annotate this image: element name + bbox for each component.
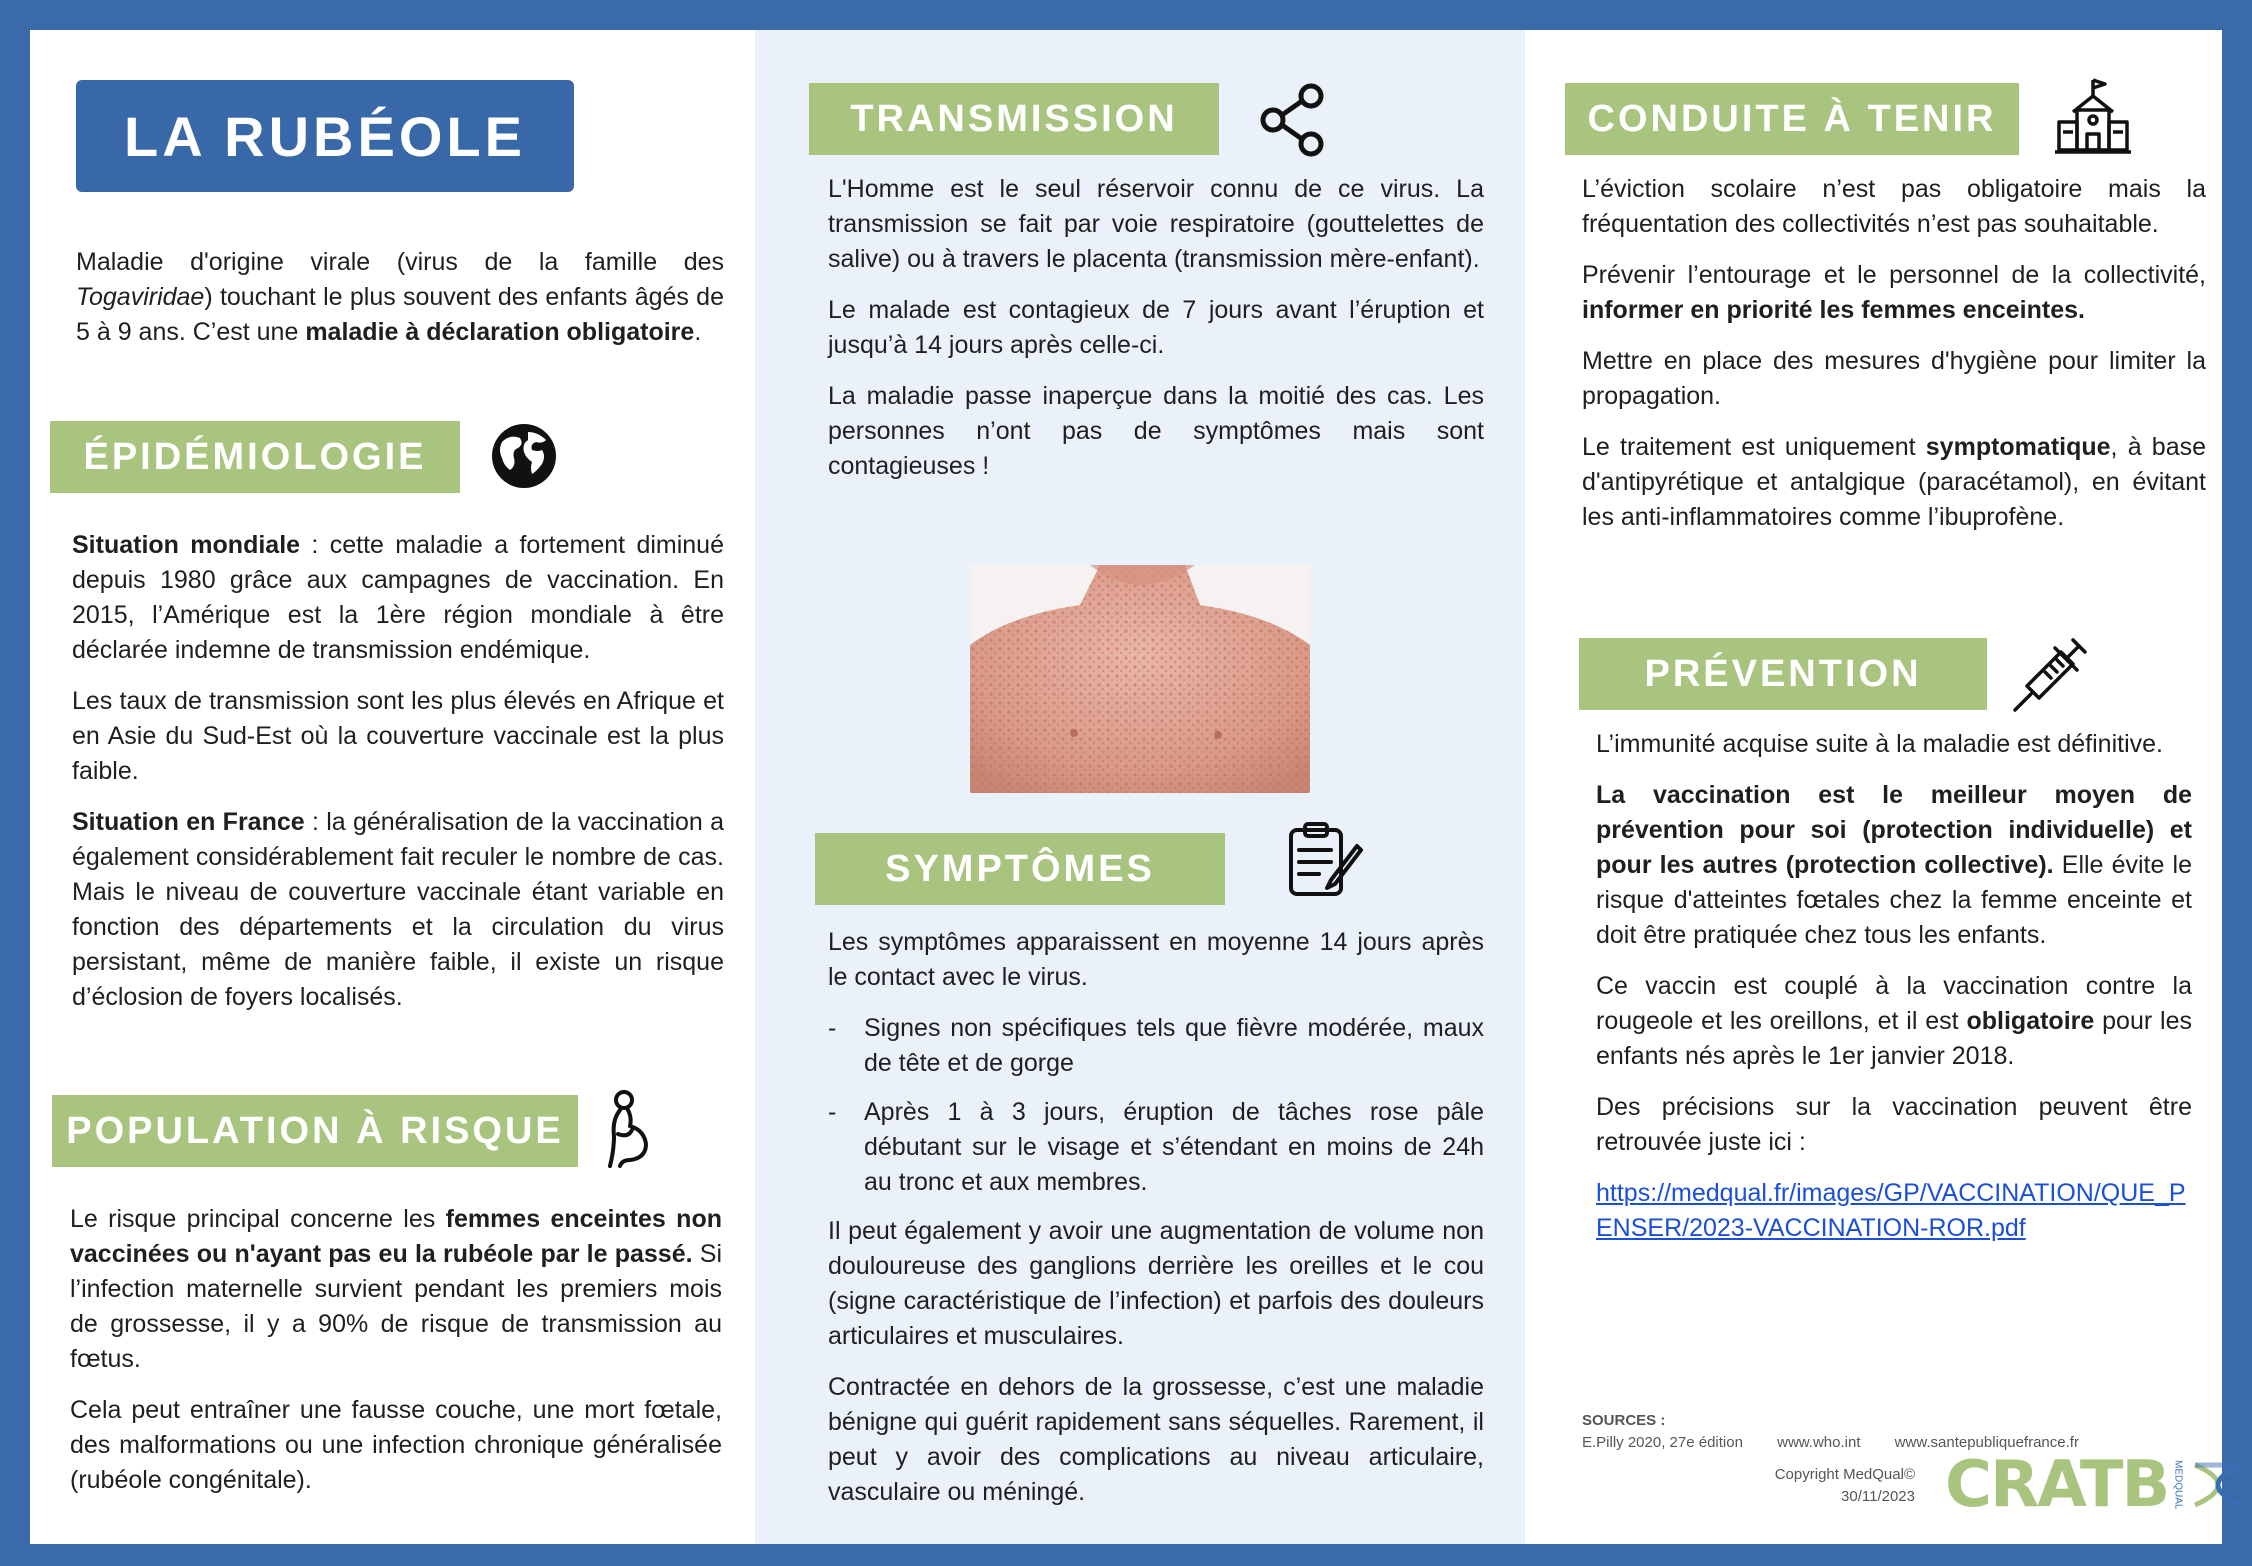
source-who: www.who.int bbox=[1777, 1434, 1861, 1451]
conduite-heading: CONDUITE À TENIR bbox=[1565, 83, 2019, 155]
symptomes-paragraph-1: Les symptômes apparaissent en moyenne 14 jours après le contact avec le virus. bbox=[828, 928, 1484, 991]
symptom-bullet-1: - Signes non spécifiques tels que fièvre modérée, maux de tête et de gorge bbox=[828, 1014, 1484, 1077]
medqual-label: MEDQUAL bbox=[2172, 1460, 2184, 1510]
transmission-paragraph-1: L'Homme est le seul réservoir connu de ce virus. La transmission se fait par voie respiratoire (gouttelettes de salive) ou à travers le placenta (transmission mère-enfant). bbox=[828, 175, 1484, 273]
conduite-paragraph-2: Prévenir l’entourage et le personnel de la collectivité, informer en priorité les femmes enceintes. bbox=[1582, 261, 2206, 324]
globe-icon bbox=[488, 420, 560, 492]
copyright-text: Copyright MedQual© bbox=[1774, 1466, 1915, 1483]
cratb-logo bbox=[1945, 1448, 2249, 1522]
syringe-icon bbox=[2011, 634, 2091, 714]
symptomes-paragraph-3: Contractée en dehors de la grossesse, c’est une maladie bénigne qui guérit rapidement sans séquelles. Rarement, il peut y avoir des complications au niveau articulaire, vasculaire ou méningé. bbox=[828, 1373, 1484, 1506]
conduite-paragraph-4: Le traitement est uniquement symptomatique, à base d'antipyrétique et antalgique (paracétamol), en évitant les anti-inflammatoires comme l’ibuprofène. bbox=[1582, 433, 2207, 531]
conduite-paragraph-3: Mettre en place des mesures d'hygiène pour limiter la propagation. bbox=[1582, 347, 2206, 410]
symptomes-heading: SYMPTÔMES bbox=[815, 833, 1225, 905]
prevention-paragraph-2: La vaccination est le meilleur moyen de prévention pour soi (protection individuelle) et pour les autres (protection collective). Elle évite le risque d'atteintes fœtales chez la femme enceinte et doit être pratiquée chez tous les enfants. bbox=[1596, 781, 2192, 949]
share-icon bbox=[1257, 82, 1329, 158]
epidemiologie-text bbox=[72, 528, 724, 1031]
rash-photo bbox=[970, 565, 1310, 793]
symptomes-text bbox=[828, 925, 1484, 1526]
population-paragraph-2: Cela peut entraîner une fausse couche, une mort fœtale, des malformations ou une infection chronique généralisée (rubéole congénitale). bbox=[70, 1396, 722, 1494]
epidemiologie-heading: ÉPIDÉMIOLOGIE bbox=[50, 421, 460, 493]
taux-transmission: Les taux de transmission sont les plus élevés en Afrique et en Asie du Sud-Est où la couverture vaccinale est la plus faible. bbox=[72, 687, 724, 785]
symptomes-paragraph-2: Il peut également y avoir une augmentation de volume non douloureuse des ganglions derrière les oreilles et le cou (signe caractéristique de l’infection) et parfois des douleurs articulaires et musculaires. bbox=[828, 1217, 1484, 1350]
prevention-text bbox=[1596, 727, 2192, 1262]
page-title: LA RUBÉOLE bbox=[76, 80, 574, 192]
vaccination-link[interactable]: https://medqual.fr/images/GP/VACCINATION/QUE_PENSER/2023-VACCINATION-ROR.pdf bbox=[1596, 1179, 2186, 1242]
poster bbox=[30, 30, 2222, 1544]
population-heading: POPULATION À RISQUE bbox=[52, 1095, 578, 1167]
situation-mondiale: Situation mondiale : cette maladie a fortement diminué depuis 1980 grâce aux campagnes de vaccination. En 2015, l’Amérique est la 1ère région mondiale à être déclarée indemne de transmission endémique. bbox=[72, 531, 724, 664]
sources-label: SOURCES : bbox=[1582, 1412, 1666, 1429]
right-column bbox=[1525, 30, 2222, 1544]
source-pilly: E.Pilly 2020, 27e édition bbox=[1582, 1434, 1743, 1451]
transmission-paragraph-2: Le malade est contagieux de 7 jours avant l’éruption et jusqu’à 14 jours après celle-ci. bbox=[828, 296, 1484, 359]
transmission-heading: TRANSMISSION bbox=[809, 83, 1219, 155]
pregnant-woman-icon bbox=[600, 1088, 660, 1170]
source-spf: www.santepubliquefrance.fr bbox=[1894, 1434, 2079, 1451]
copyright-date: 30/11/2023 bbox=[1841, 1488, 1915, 1505]
transmission-text bbox=[828, 172, 1484, 500]
conduite-text bbox=[1582, 172, 2206, 551]
transmission-paragraph-3: La maladie passe inaperçue dans la moitié des cas. Les personnes n’ont pas de symptômes mais sont contagieuses ! bbox=[828, 382, 1484, 480]
left-column bbox=[30, 30, 755, 1544]
prevention-paragraph-1: L’immunité acquise suite à la maladie est définitive. bbox=[1596, 730, 2163, 758]
child-rash-image bbox=[970, 565, 1310, 793]
copyright-block bbox=[1645, 1464, 1915, 1508]
prevention-paragraph-4: Des précisions sur la vaccination peuvent être retrouvée juste ici : bbox=[1596, 1093, 2192, 1156]
virus-family: Togaviridae bbox=[76, 283, 205, 311]
symptom-bullet-2: - Après 1 à 3 jours, éruption de tâches rose pâle débutant sur le visage et s’étendant en moins de 24h au tronc et aux membres. bbox=[828, 1098, 1484, 1196]
population-paragraph-1: Le risque principal concerne les femmes enceintes non vaccinées ou n'ayant pas eu la rubéole par le passé. Si l’infection maternelle survient pendant les premiers mois de grossesse, il y a 90% de risque de transmission au fœtus. bbox=[70, 1205, 722, 1373]
medqual-symbol-icon bbox=[2187, 1457, 2249, 1513]
middle-column bbox=[755, 30, 1525, 1544]
cratb-logo-text: CRATB bbox=[1945, 1448, 2169, 1522]
school-icon bbox=[2053, 76, 2133, 156]
clipboard-icon bbox=[1285, 820, 1365, 900]
situation-france: Situation en France : la généralisation de la vaccination a également considérablement fait reculer le nombre de cas. Mais le niveau de couverture vaccinale étant variable en fonction des départements et la circulation du virus persistant, même de manière faible, il existe un risque d’éclosion de foyers localisés. bbox=[72, 808, 724, 1011]
intro-paragraph: Maladie d'origine virale (virus de la famille des Togaviridae) touchant le plus souvent des enfants âgés de 5 à 9 ans. C’est une maladie à déclaration obligatoire. bbox=[76, 248, 724, 346]
prevention-heading: PRÉVENTION bbox=[1579, 638, 1987, 710]
intro-text bbox=[76, 245, 724, 366]
prevention-paragraph-3: Ce vaccin est couplé à la vaccination contre la rougeole et les oreillons, et il est obligatoire pour les enfants nés après le 1er janvier 2018. bbox=[1596, 972, 2192, 1070]
conduite-paragraph-1: L’éviction scolaire n’est pas obligatoire mais la fréquentation des collectivités n’est pas souhaitable. bbox=[1582, 175, 2206, 238]
population-text bbox=[70, 1202, 722, 1514]
